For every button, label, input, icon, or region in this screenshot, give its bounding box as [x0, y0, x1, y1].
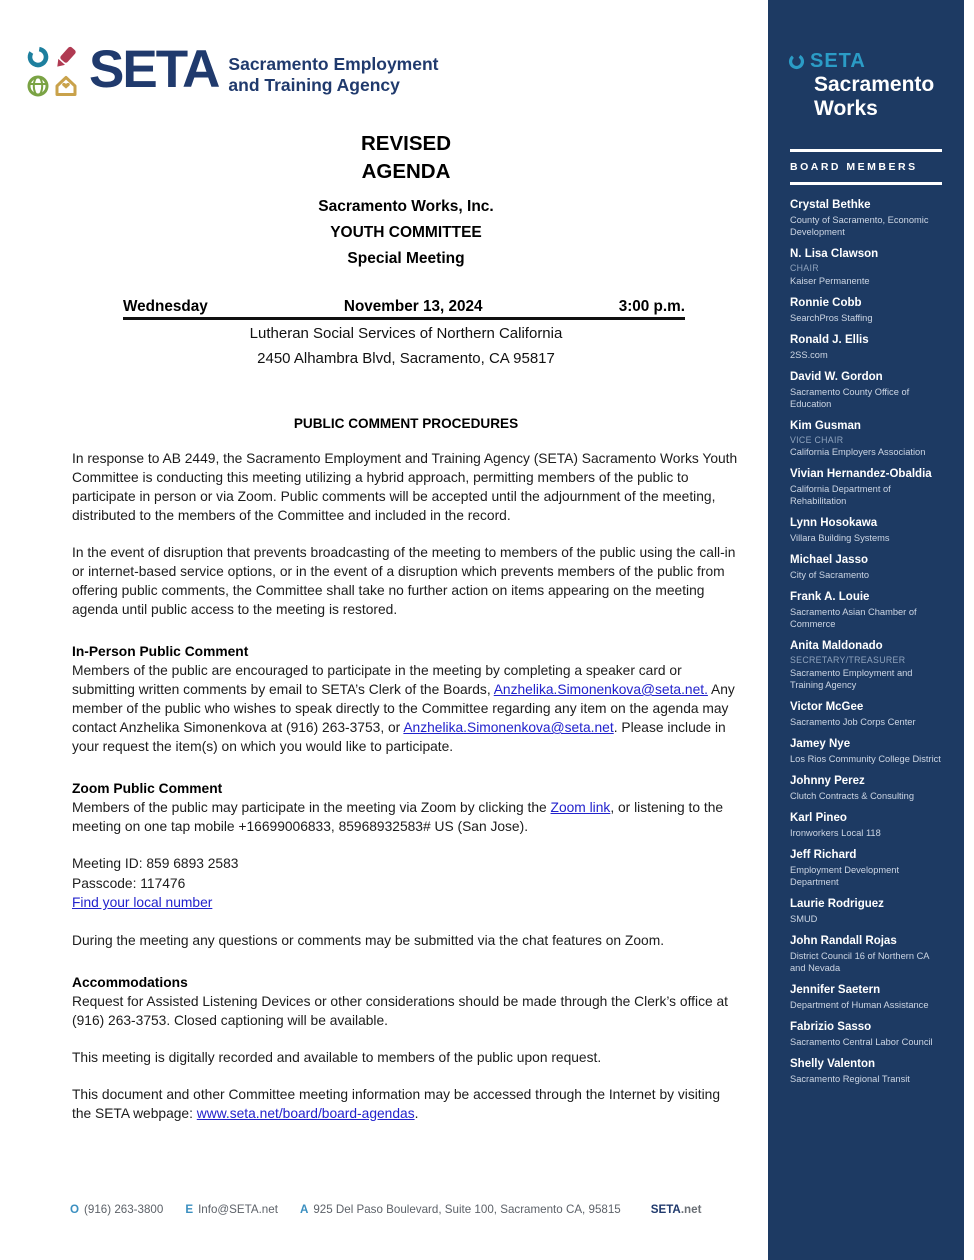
member-org: Employment Development Department	[790, 864, 900, 887]
zoom-link[interactable]: Zoom link	[550, 800, 611, 815]
ring-icon	[27, 46, 49, 68]
member-org: SMUD	[790, 913, 818, 924]
member-name: Shelly Valenton	[790, 1057, 875, 1070]
member-name: Laurie Rodriguez	[790, 897, 884, 910]
tagline-line1: Sacramento Employment	[228, 54, 439, 74]
board-member	[790, 419, 946, 459]
member-org: Sacramento Asian Chamber of Commerce	[790, 607, 917, 629]
procedures-heading: PUBLIC COMMENT PROCEDURES	[293, 416, 519, 431]
board-member	[790, 983, 946, 1011]
webpage-seg2: .	[414, 1105, 419, 1121]
title-committee: YOUTH COMMITTEE	[330, 224, 482, 241]
email-address[interactable]: Info@SETA.net	[198, 1203, 278, 1216]
member-org: Sacramento County Office of Education	[790, 386, 910, 409]
member-org: Sacramento Central Labor Council	[790, 1036, 933, 1047]
meeting-date-row	[123, 298, 685, 320]
webpage-paragraph	[72, 1085, 740, 1123]
member-name: Karl Pineo	[790, 811, 847, 824]
meeting-date: November 13, 2024	[343, 298, 483, 315]
member-org: Department of Human Assistance	[790, 999, 929, 1010]
board-member	[790, 848, 946, 888]
member-org: California Employers Association	[790, 447, 926, 457]
board-member	[790, 553, 946, 581]
member-name: Victor McGee	[790, 700, 864, 713]
member-name: Fabrizio Sasso	[790, 1020, 872, 1033]
meeting-id: Meeting ID: 859 6893 2583	[72, 856, 239, 871]
member-role: VICE CHAIR	[790, 434, 844, 445]
board-member	[790, 247, 946, 287]
passcode: Passcode: 117476	[72, 875, 186, 891]
brand-seta: SETA	[650, 1203, 681, 1216]
member-org: Sacramento Regional Transit	[790, 1073, 910, 1084]
board-member	[790, 1020, 946, 1048]
member-name: Michael Jasso	[790, 554, 868, 566]
phone-prefix-icon: O	[70, 1203, 80, 1216]
find-local-number-link[interactable]: Find your local number	[72, 895, 213, 910]
board-member	[790, 467, 946, 507]
board-members-sidebar	[768, 0, 964, 1260]
member-org: Kaiser Permanente	[790, 275, 870, 286]
board-member	[790, 1057, 946, 1085]
title-block	[72, 130, 740, 272]
member-org: Ironworkers Local 118	[790, 827, 881, 838]
member-org: Clutch Contracts & Consulting	[790, 790, 915, 801]
member-name: Ronald J. Ellis	[790, 333, 869, 346]
title-revised: REVISED	[361, 132, 451, 155]
meeting-address: 2450 Alhambra Blvd, Sacramento, CA 95817	[257, 350, 555, 367]
brand-net: .net	[680, 1203, 702, 1216]
board-member	[790, 811, 946, 839]
divider	[790, 149, 942, 152]
footer-address	[300, 1203, 621, 1216]
globe-icon	[29, 77, 47, 95]
member-org: California Department of Rehabilitation	[790, 484, 891, 506]
member-org: Villara Building Systems	[790, 533, 890, 543]
title-meeting-type: Special Meeting	[347, 250, 465, 267]
member-name: Anita Maldonado	[790, 640, 883, 652]
board-member	[790, 590, 946, 630]
member-name: Johnny Perez	[790, 774, 865, 787]
title-org: Sacramento Works, Inc.	[318, 198, 494, 215]
member-name: Kim Gusman	[790, 419, 861, 432]
board-member	[790, 737, 946, 765]
in-person-paragraph	[72, 661, 740, 756]
recording-note: This meeting is digitally recorded and available to members of the public upon request.	[72, 1049, 602, 1065]
in-person-seg3: . Please include in your request the item(s) on which you would like to participate.	[72, 720, 726, 754]
meeting-time: 3:00 p.m.	[618, 298, 685, 315]
email-prefix-icon: E	[185, 1203, 194, 1216]
pencil-icon	[54, 46, 77, 70]
member-org: City of Sacramento	[790, 570, 870, 580]
board-member	[790, 700, 946, 728]
member-name: Jennifer Saetern	[790, 983, 881, 996]
procedures-para1: In response to AB 2449, the Sacramento Employment and Training Agency (SETA) Sacramento Works Youth Committee is conducting this meeting utilizing a hybrid approach, permitting members of the public to participate in person or via Zoom. Public comments will be accepted until the adjournment of the meeting, distributed to the members of the Committee and included in the record.	[72, 451, 738, 523]
sidebar-seta-text: SETA	[810, 50, 866, 72]
footer-website[interactable]	[651, 1203, 702, 1216]
house-icon	[57, 78, 75, 95]
member-org: Sacramento Job Corps Center	[790, 716, 916, 727]
member-role: SECRETARY/TREASURER	[790, 655, 906, 665]
seta-logo-text: SETA	[89, 40, 219, 99]
member-org: Sacramento Employment and Training Agency	[790, 667, 913, 690]
member-org: SearchPros Staffing	[790, 312, 873, 323]
title-agenda: AGENDA	[361, 160, 451, 183]
works-line2: Works	[814, 97, 878, 120]
board-member	[790, 516, 946, 544]
in-person-seg1: Members of the public are encouraged to participate in the meeting by completing a speaker card or submitting written comments by email to SETA’s Clerk of the Boards,	[72, 663, 682, 697]
street-address: 925 Del Paso Boulevard, Suite 100, Sacramento CA, 95815	[313, 1203, 621, 1216]
tagline-line2: and Training Agency	[228, 75, 400, 95]
member-org: 2SS.com	[790, 349, 828, 360]
zoom-seg1: Members of the public may participate in the meeting via Zoom by clicking the	[72, 800, 551, 815]
meeting-day: Wednesday	[123, 298, 208, 315]
board-member	[790, 198, 946, 238]
seta-tagline	[228, 54, 438, 96]
footer-phone	[70, 1203, 163, 1216]
board-agendas-link[interactable]: www.seta.net/board/board-agendas	[196, 1105, 415, 1121]
footer-email	[185, 1203, 278, 1216]
document-body	[72, 130, 740, 1123]
phone-number: (916) 263-3800	[84, 1203, 164, 1216]
member-name: John Randall Rojas	[790, 934, 897, 947]
zoom-paragraph	[72, 798, 740, 836]
contact-footer	[70, 1203, 730, 1216]
in-person-seg2: Any member of the public who wishes to speak directly to the Committee regarding any item on the agenda may contact Anzhelika Simonenkova at (916) 263-3753, or	[72, 682, 735, 735]
seta-logo-icons	[25, 44, 83, 100]
sidebar-logo	[788, 50, 944, 73]
member-name: Ronnie Cobb	[790, 296, 862, 309]
accommodations-para: Request for Assisted Listening Devices or other considerations should be made through the Clerk’s office at (916) 263-3753. Closed captioning will be available.	[72, 993, 728, 1028]
board-member	[790, 897, 946, 925]
seta-ring-icon	[788, 53, 805, 70]
member-name: David W. Gordon	[790, 370, 883, 383]
seta-header	[0, 0, 768, 100]
member-name: Jeff Richard	[790, 848, 857, 861]
clerk-email-link-2[interactable]: Anzhelika.Simonenkova@seta.net	[403, 720, 614, 735]
procedures-para2: In the event of disruption that prevents broadcasting of the meeting to members of the public using the call-in or internet-based service options, or in the event of a disruption which prevents members of the public from offering public comments, the Committee shall take no further action on items appearing on the meeting agenda until public access to the meeting is restored.	[72, 545, 736, 617]
accommodations-heading: Accommodations	[72, 974, 188, 990]
zoom-heading: Zoom Public Comment	[72, 781, 223, 796]
board-members-heading: BOARD MEMBERS	[790, 161, 918, 173]
member-name: Frank A. Louie	[790, 591, 870, 603]
meeting-venue: Lutheran Social Services of Northern California	[249, 325, 563, 342]
clerk-email-link-1[interactable]: Anzhelika.Simonenkova@seta.net.	[493, 682, 708, 697]
board-member	[790, 333, 946, 361]
board-member	[790, 296, 946, 324]
member-name: Jamey Nye	[790, 737, 851, 750]
zoom-seg2: , or listening to the meeting on one tap mobile +16699006833, 85968932583# US (San Jose).	[72, 800, 724, 834]
in-person-heading: In-Person Public Comment	[72, 644, 249, 659]
board-member	[790, 774, 946, 802]
works-line1: Sacramento	[814, 73, 935, 96]
address-prefix-icon: A	[299, 1203, 309, 1216]
sidebar-works-text	[814, 73, 944, 121]
board-member	[790, 934, 946, 974]
board-members-list	[790, 198, 946, 1085]
board-member	[790, 370, 946, 410]
member-name: Vivian Hernandez-Obaldia	[790, 468, 932, 480]
member-role: CHAIR	[790, 263, 819, 273]
zoom-details	[72, 854, 740, 913]
divider	[790, 182, 942, 185]
webpage-seg1: This document and other Committee meeting information may be accessed through the Internet by visiting the SETA webpage:	[72, 1086, 721, 1121]
member-name: Lynn Hosokawa	[790, 517, 878, 529]
member-name: N. Lisa Clawson	[790, 248, 879, 260]
member-org: County of Sacramento, Economic Development	[790, 215, 929, 237]
chat-note: During the meeting any questions or comments may be submitted via the chat features on Zoom.	[72, 932, 665, 948]
board-member	[790, 639, 946, 691]
member-org: District Council 16 of Northern CA and Nevada	[790, 950, 929, 973]
member-org: Los Rios Community College District	[790, 753, 941, 764]
member-name: Crystal Bethke	[790, 199, 871, 211]
